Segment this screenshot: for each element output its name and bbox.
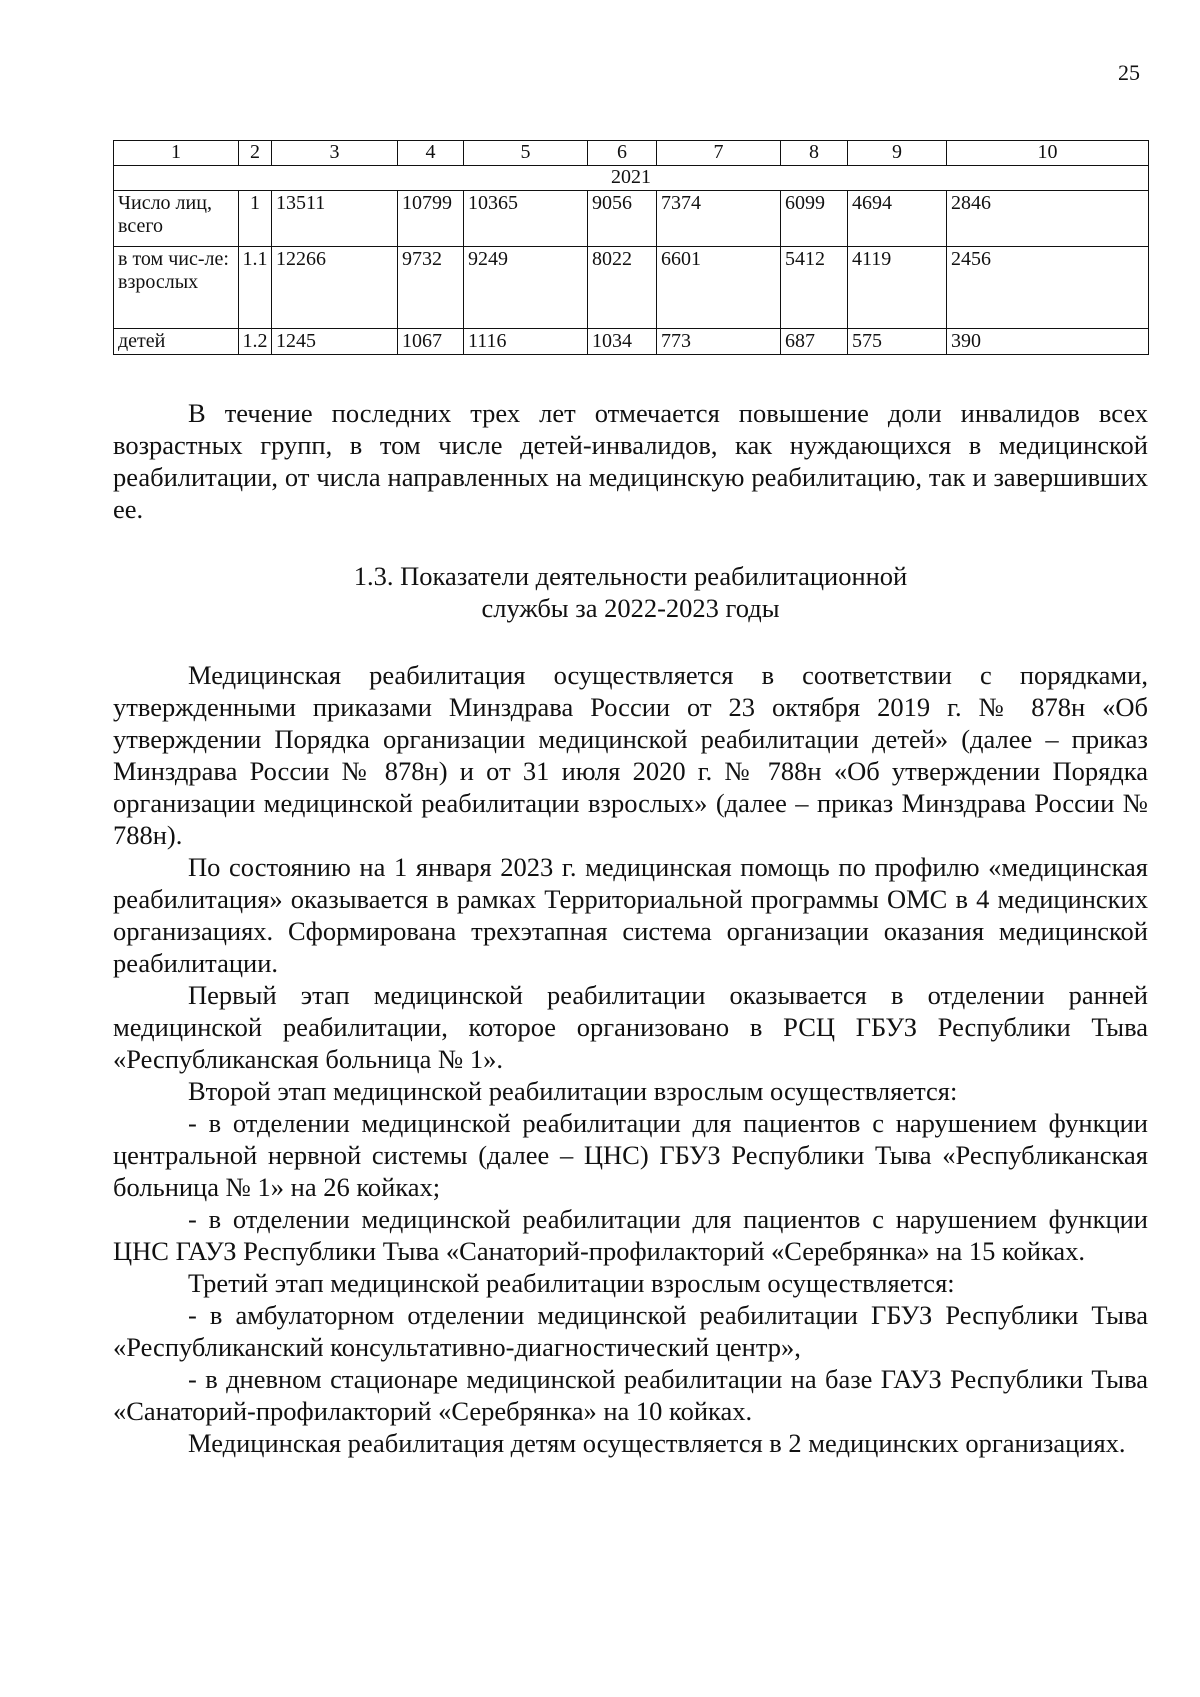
- section-title-line-1: 1.3. Показатели деятельности реабилитационной: [353, 561, 908, 591]
- table-cell: 687: [781, 329, 848, 355]
- table-cell: 1034: [588, 329, 657, 355]
- table-row: [114, 191, 1149, 247]
- column-header: 2: [239, 141, 272, 166]
- paragraph: Третий этап медицинской реабилитации взрослым осуществляется:: [188, 1268, 955, 1298]
- column-header: 7: [657, 141, 781, 166]
- table-cell: 2846: [947, 191, 1149, 247]
- table-cell: 7374: [657, 191, 781, 247]
- paragraph: По состоянию на 1 января 2023 г. медицинская помощь по профилю «медицинская реабилитация» оказывается в рамках Территориальной программы ОМС в 4 медицинских организациях. Сформирована трехэтапная система организации оказания медицинской реабилитации.: [113, 852, 1148, 978]
- paragraph: - в отделении медицинской реабилитации для пациентов с нарушением функции центральной нервной системы (далее – ЦНС) ГБУЗ Республики Тыва «Республиканская больница № 1» на 26 койках;: [113, 1108, 1148, 1202]
- table-cell: 5412: [781, 247, 848, 329]
- column-header: 9: [848, 141, 947, 166]
- table-cell: 1067: [398, 329, 464, 355]
- table-cell: 6601: [657, 247, 781, 329]
- column-header: 3: [272, 141, 398, 166]
- table-cell: 1245: [272, 329, 398, 355]
- table-cell: 9732: [398, 247, 464, 329]
- paragraph: Второй этап медицинской реабилитации взрослым осуществляется:: [188, 1076, 958, 1106]
- table-cell: 8022: [588, 247, 657, 329]
- paragraph: Медицинская реабилитация детям осуществляется в 2 медицинских организациях.: [188, 1428, 1126, 1458]
- intro-text: [113, 397, 1148, 525]
- year-label: 2021: [114, 166, 1149, 191]
- column-header: 8: [781, 141, 848, 166]
- table-cell: 575: [848, 329, 947, 355]
- table-cell: 6099: [781, 191, 848, 247]
- paragraph: - в дневном стационаре медицинской реабилитации на базе ГАУЗ Республики Тыва «Санаторий-профилакторий «Серебрянка» на 10 койках.: [113, 1364, 1148, 1426]
- column-header: 1: [114, 141, 239, 166]
- column-header: 6: [588, 141, 657, 166]
- table-cell: 9056: [588, 191, 657, 247]
- paragraph: Медицинская реабилитация осуществляется в соответствии с порядками, утвержденными приказами Минздрава России от 23 октября 2019 г. № 878н «Об утверждении Порядка организации медицинской реабилитации детей» (далее – приказ Минздрава России № 878н) и от 31 июля 2020 г. № 788н «Об утверждении Порядка организации медицинской реабилитации взрослых» (далее – приказ Минздрава России № 788н).: [113, 660, 1148, 850]
- table-cell: 4119: [848, 247, 947, 329]
- section-title: [113, 560, 1148, 624]
- row-label: Число лиц, всего: [114, 191, 239, 247]
- column-header: 10: [947, 141, 1149, 166]
- table-cell: 4694: [848, 191, 947, 247]
- column-header: 5: [464, 141, 588, 166]
- body-text: [113, 659, 1148, 1459]
- row-code: 1.1: [239, 247, 272, 329]
- table-cell: 2456: [947, 247, 1149, 329]
- year-row: [114, 166, 1149, 191]
- column-header: 4: [398, 141, 464, 166]
- table-cell: 9249: [464, 247, 588, 329]
- section-title-line-2: службы за 2022-2023 годы: [481, 593, 780, 623]
- row-code: 1.2: [239, 329, 272, 355]
- table-row: [114, 247, 1149, 329]
- table-cell: 10799: [398, 191, 464, 247]
- row-label: в том чис-ле: взрослых: [114, 247, 239, 329]
- paragraph: Первый этап медицинской реабилитации оказывается в отделении ранней медицинской реабилитации, которое организовано в РСЦ ГБУЗ Республики Тыва «Республиканская больница № 1».: [113, 980, 1148, 1074]
- table-cell: 773: [657, 329, 781, 355]
- table-cell: 1116: [464, 329, 588, 355]
- table-cell: 13511: [272, 191, 398, 247]
- table-cell: 390: [947, 329, 1149, 355]
- intro-paragraph: В течение последних трех лет отмечается повышение доли инвалидов всех возрастных групп, в том числе детей-инвалидов, как нуждающихся в медицинской реабилитации, от числа направленных на медицинскую реабилитацию, так и завершивших ее.: [113, 398, 1148, 524]
- paragraph: - в отделении медицинской реабилитации для пациентов с нарушением функции ЦНС ГАУЗ Республики Тыва «Санаторий-профилакторий «Серебрянка» на 15 койках.: [113, 1204, 1148, 1266]
- table-cell: 12266: [272, 247, 398, 329]
- table-header-row: [114, 141, 1149, 166]
- page-number: 25: [1118, 60, 1140, 85]
- table-row: [114, 329, 1149, 355]
- row-label: детей: [114, 329, 239, 355]
- table-cell: 10365: [464, 191, 588, 247]
- paragraph: - в амбулаторном отделении медицинской реабилитации ГБУЗ Республики Тыва «Республиканский консультативно-диагностический центр»,: [113, 1300, 1148, 1362]
- statistics-table: [113, 140, 1149, 355]
- row-code: 1: [239, 191, 272, 247]
